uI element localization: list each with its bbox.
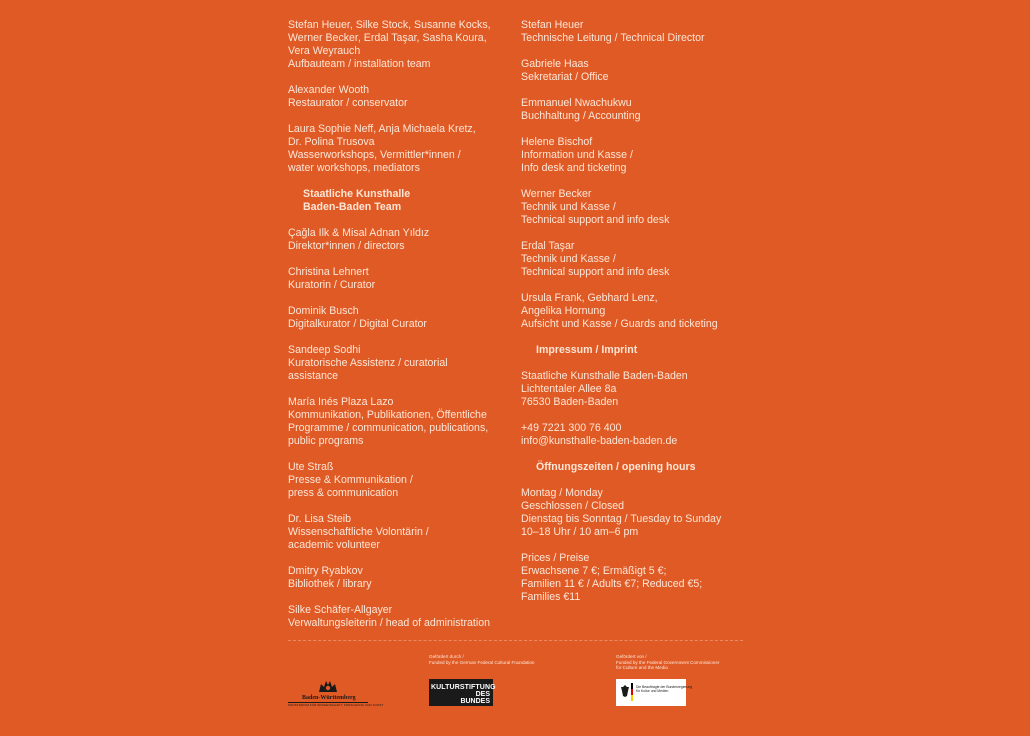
entry-line: Stefan Heuer — [521, 19, 584, 31]
staff-entry — [288, 84, 513, 110]
footer-divider — [288, 640, 743, 641]
entry-line: Technik und Kasse / — [521, 253, 616, 265]
entry-line: Dienstag bis Sonntag / Tuesday to Sunday — [521, 513, 722, 525]
entry-line: Lichtentaler Allee 8a — [521, 383, 617, 395]
german-flag-stripe-icon — [631, 683, 633, 701]
entry-line: Technical support and info desk — [521, 266, 670, 278]
entry-line: Technik und Kasse / — [521, 201, 616, 213]
entry-line: Erwachsene 7 €; Ermäßigt 5 €; — [521, 565, 667, 577]
entry-line: Ursula Frank, Gebhard Lenz, — [521, 292, 658, 304]
staff-entry — [521, 97, 751, 123]
entry-line: Montag / Monday — [521, 487, 603, 499]
staff-entry — [521, 188, 751, 227]
entry-line: Kuratorin / Curator — [288, 279, 376, 291]
staff-entry — [288, 565, 513, 591]
entry-line: Technical support and info desk — [521, 214, 670, 226]
entry-line: press & communication — [288, 487, 399, 499]
entry-line: Christina Lehnert — [288, 266, 369, 278]
staff-entry — [288, 604, 513, 630]
entry-line: Angelika Hornung — [521, 305, 606, 317]
entry-line: Werner Becker, Erdal Taşar, Sasha Koura, — [288, 32, 487, 44]
entry-line: 10–18 Uhr / 10 am–6 pm — [521, 526, 639, 538]
entry-line: academic volunteer — [288, 539, 380, 551]
staff-entry — [288, 513, 513, 552]
staff-entry — [288, 123, 513, 175]
entry-line: Digitalkurator / Digital Curator — [288, 318, 427, 330]
entry-line: Familien 11 € / Adults €7; Reduced €5; — [521, 578, 703, 590]
staff-entry — [521, 136, 751, 175]
staff-entry — [288, 19, 513, 71]
entry-line: Buchhaltung / Accounting — [521, 110, 641, 122]
entry-line: water workshops, mediators — [288, 162, 420, 174]
entry-line: María Inés Plaza Lazo — [288, 396, 394, 408]
staff-entry — [521, 240, 751, 279]
left-column — [288, 19, 513, 643]
entry-line: Info desk and ticketing — [521, 162, 627, 174]
entry-line: Presse & Kommunikation / — [288, 474, 413, 486]
entry-line: Bibliothek / library — [288, 578, 372, 590]
entry-line: Aufsicht und Kasse / Guards and ticketing — [521, 318, 718, 330]
entry-line: Families €11 — [521, 591, 581, 603]
entry-line: Kommunikation, Publikationen, Öffentliche — [288, 409, 487, 421]
staff-entry — [521, 58, 751, 84]
right-column — [521, 19, 751, 617]
entry-line: Restaurator / conservator — [288, 97, 408, 109]
staff-entry — [521, 370, 751, 409]
bkm-logo: Die Beauftragte der Bundesregierung für Kultur und Medien — [616, 679, 686, 706]
heading-line: Baden-Baden Team — [303, 201, 402, 213]
entry-line: Kuratorische Assistenz / curatorial — [288, 357, 448, 369]
entry-line: 76530 Baden-Baden — [521, 396, 619, 408]
entry-line: Wissenschaftliche Volontärin / — [288, 526, 429, 538]
entry-line: Dr. Polina Trusova — [288, 136, 375, 148]
entry-line: Programme / communication, publications, — [288, 422, 489, 434]
section-heading — [521, 461, 751, 474]
entry-line: Erdal Taşar — [521, 240, 575, 252]
entry-line: Gabriele Haas — [521, 58, 589, 70]
entry-line: +49 7221 300 76 400 — [521, 422, 622, 434]
staff-entry — [521, 487, 751, 539]
entry-line: info@kunsthalle-baden-baden.de — [521, 435, 678, 447]
heading-line: Staatliche Kunsthalle — [303, 188, 411, 200]
funded-by-bkm-note: Gefördert von / Funded by the Federal Government Commissioner for Culture and the Media — [616, 654, 720, 671]
staff-entry — [288, 227, 513, 253]
entry-line: Staatliche Kunsthalle Baden-Baden — [521, 370, 688, 382]
staff-entry — [521, 292, 751, 331]
entry-line: Wasserworkshops, Vermittler*innen / — [288, 149, 461, 161]
entry-line: Alexander Wooth — [288, 84, 370, 96]
entry-line: Aufbauteam / installation team — [288, 58, 431, 70]
entry-line: Technische Leitung / Technical Director — [521, 32, 705, 44]
entry-line: Silke Schäfer-Allgayer — [288, 604, 393, 616]
entry-line: public programs — [288, 435, 364, 447]
entry-line: Dr. Lisa Steib — [288, 513, 352, 525]
entry-line: Dominik Busch — [288, 305, 359, 317]
staff-entry — [288, 305, 513, 331]
staff-entry — [521, 19, 751, 45]
entry-line: Werner Becker — [521, 188, 592, 200]
heading-line: Öffnungszeiten / opening hours — [536, 461, 696, 473]
entry-line: Ute Straß — [288, 461, 334, 473]
entry-line: Stefan Heuer, Silke Stock, Susanne Kocks, — [288, 19, 491, 31]
entry-line: Sekretariat / Office — [521, 71, 609, 83]
entry-line: Information und Kasse / — [521, 149, 633, 161]
funded-by-kulturstiftung-note: Gefördert durch / Funded by the German Federal Cultural Foundation — [429, 654, 535, 665]
heading-line: Impressum / Imprint — [536, 344, 638, 356]
staff-entry — [288, 461, 513, 500]
lion-crest-icon — [316, 678, 340, 694]
staff-entry — [288, 396, 513, 448]
section-heading — [288, 188, 513, 214]
section-heading — [521, 344, 751, 357]
footer — [288, 640, 743, 720]
federal-eagle-icon — [620, 684, 630, 698]
entry-line: Dmitry Ryabkov — [288, 565, 363, 577]
baden-wuerttemberg-logo: Baden-Württemberg MINISTERIUM FÜR WISSENSCHAFT, FORSCHUNG UND KUNST — [288, 678, 368, 708]
entry-line: Laura Sophie Neff, Anja Michaela Kretz, — [288, 123, 476, 135]
entry-line: Emmanuel Nwachukwu — [521, 97, 632, 109]
staff-entry — [521, 552, 751, 604]
staff-entry — [288, 344, 513, 383]
kulturstiftung-des-bundes-logo: KULTURSTIFTUNG DES BUNDES — [429, 679, 493, 706]
entry-line: Geschlossen / Closed — [521, 500, 625, 512]
staff-entry — [288, 266, 513, 292]
entry-line: Sandeep Sodhi — [288, 344, 361, 356]
entry-line: Prices / Preise — [521, 552, 590, 564]
entry-line: Direktor*innen / directors — [288, 240, 405, 252]
entry-line: Vera Weyrauch — [288, 45, 361, 57]
staff-entry — [521, 422, 751, 448]
entry-line: Verwaltungsleiterin / head of administration — [288, 617, 490, 629]
entry-line: Çağla Ilk & Misal Adnan Yıldız — [288, 227, 430, 239]
entry-line: assistance — [288, 370, 339, 382]
entry-line: Helene Bischof — [521, 136, 593, 148]
